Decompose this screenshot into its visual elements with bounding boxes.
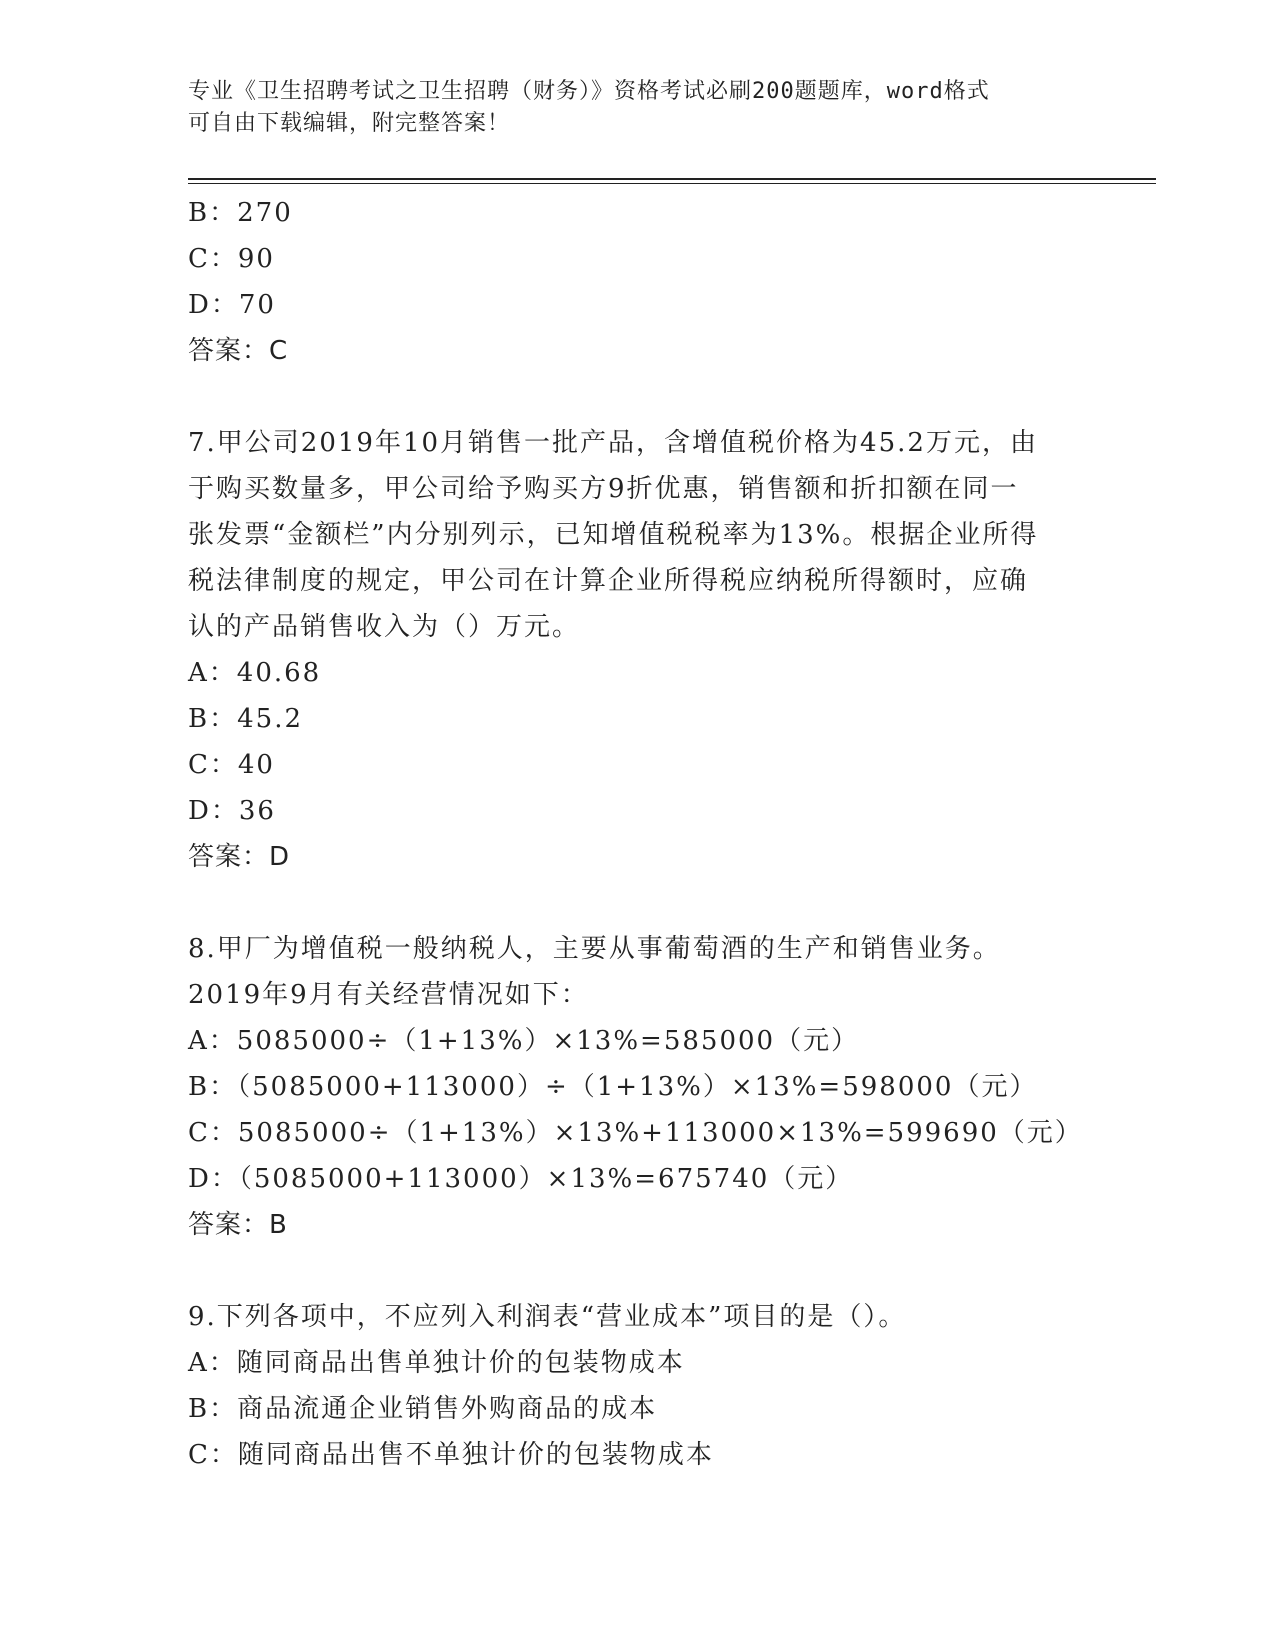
option-d: D：（5085000+113000）×13%=675740（元）: [188, 1164, 854, 1194]
question-content: [188, 190, 1088, 1478]
question-spacer: [188, 1248, 1088, 1294]
document-header: [188, 76, 1088, 140]
question-8: [188, 926, 1088, 1248]
answer-label: 答案：B: [188, 1210, 288, 1240]
option-d: D：70: [188, 290, 276, 320]
question-stem-line: 认的产品销售收入为（）万元。: [188, 612, 581, 642]
question-6: [188, 190, 1088, 374]
question-9: [188, 1294, 1088, 1478]
question-7: [188, 420, 1088, 880]
header-line-1: 专业《卫生招聘考试之卫生招聘（财务）》资格考试必刷200题题库，word格式: [188, 79, 990, 104]
option-c: C：随同商品出售不单独计价的包装物成本: [188, 1440, 714, 1470]
question-spacer: [188, 880, 1088, 926]
option-a: A：40.68: [188, 658, 322, 688]
option-b: B：商品流通企业销售外购商品的成本: [188, 1394, 658, 1424]
option-d: D：36: [188, 796, 276, 826]
header-line-2: 可自由下载编辑，附完整答案！: [188, 111, 511, 136]
option-b: B：270: [188, 198, 293, 228]
option-b: B：（5085000+113000）÷（1+13%）×13%=598000（元）: [188, 1072, 1038, 1102]
question-spacer: [188, 374, 1088, 420]
answer-label: 答案：C: [188, 336, 289, 366]
question-stem-line: 8.甲厂为增值税一般纳税人，主要从事葡萄酒的生产和销售业务。: [188, 934, 1001, 964]
option-c: C：40: [188, 750, 275, 780]
question-stem-line: 税法律制度的规定，甲公司在计算企业所得税应纳税所得额时，应确: [188, 566, 1029, 596]
header-divider-thick: [188, 178, 1156, 180]
header-divider-thin: [188, 183, 1156, 184]
option-a: A：5085000÷（1+13%）×13%=585000（元）: [188, 1026, 860, 1056]
question-stem-line: 于购买数量多，甲公司给予购买方9折优惠，销售额和折扣额在同一: [188, 474, 1019, 504]
option-b: B：45.2: [188, 704, 303, 734]
question-stem-line: 9.下列各项中，不应列入利润表“营业成本”项目的是（）。: [188, 1302, 907, 1332]
option-c: C：5085000÷（1+13%）×13%+113000×13%=599690（元）: [188, 1118, 1083, 1148]
question-stem-line: 2019年9月有关经营情况如下：: [188, 980, 589, 1010]
question-stem-line: 7.甲公司2019年10月销售一批产品，含增值税价格为45.2万元，由: [188, 428, 1038, 458]
question-stem-line: 张发票“金额栏”内分别列示，已知增值税税率为13%。根据企业所得: [188, 520, 1039, 550]
option-a: A：随同商品出售单独计价的包装物成本: [188, 1348, 685, 1378]
option-c: C：90: [188, 244, 275, 274]
answer-label: 答案：D: [188, 842, 291, 872]
